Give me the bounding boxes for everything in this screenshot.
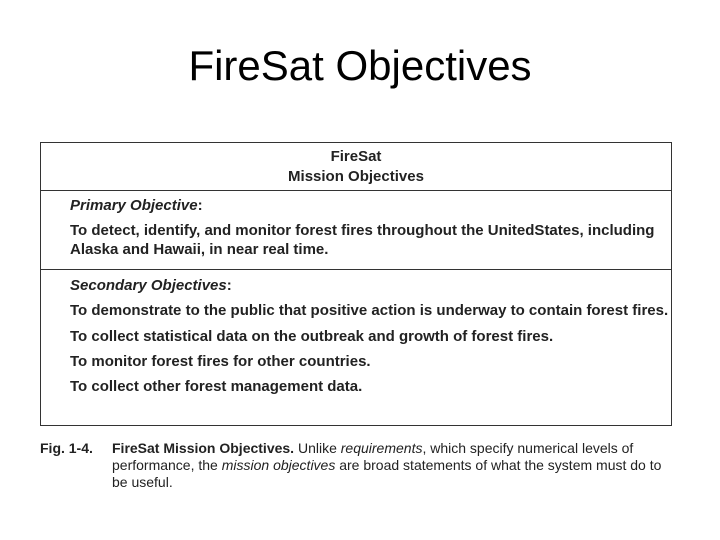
primary-objective-colon: : — [197, 197, 203, 214]
primary-objective-section — [41, 191, 671, 270]
secondary-objective-item: To collect statistical data on the outbreak and growth of forest fires. — [70, 328, 554, 345]
secondary-objective-item: To collect other forest management data. — [70, 378, 363, 395]
secondary-objectives-label-text: Secondary Objectives — [70, 277, 227, 294]
primary-objective-text: To detect, identify, and monitor forest fires throughout the UnitedStates, including Alaska and Hawaii, in near real time. — [70, 222, 655, 258]
caption-text-3: are broad statements of what the system must do to be useful. — [112, 457, 662, 490]
figure-number: Fig. 1-4. — [40, 440, 93, 456]
caption-text-2: , which specify numerical levels of performance, the — [112, 440, 634, 473]
caption-title: FireSat Mission Objectives. — [112, 440, 295, 456]
secondary-objective-item: To monitor forest fires for other countries. — [70, 353, 371, 370]
caption-text-1: Unlike — [294, 440, 341, 456]
caption-body — [112, 440, 680, 491]
caption-italic-mission-objectives: mission objectives — [221, 457, 336, 473]
secondary-objectives-section — [41, 270, 671, 425]
slide-title: FireSat Objectives — [188, 42, 532, 89]
objectives-table — [40, 142, 672, 426]
secondary-objective-item: To demonstrate to the public that positive action is underway to contain forest fires. — [70, 302, 669, 319]
secondary-objectives-label — [70, 276, 671, 295]
table-header-line-2: Mission Objectives — [288, 168, 424, 185]
caption-italic-requirements: requirements — [340, 440, 423, 456]
table-header-line-1: FireSat — [330, 148, 382, 165]
primary-objective-label-text: Primary Objective — [70, 197, 198, 214]
secondary-objectives-colon: : — [226, 277, 232, 294]
primary-objective-label — [70, 196, 671, 215]
table-header — [41, 143, 671, 191]
